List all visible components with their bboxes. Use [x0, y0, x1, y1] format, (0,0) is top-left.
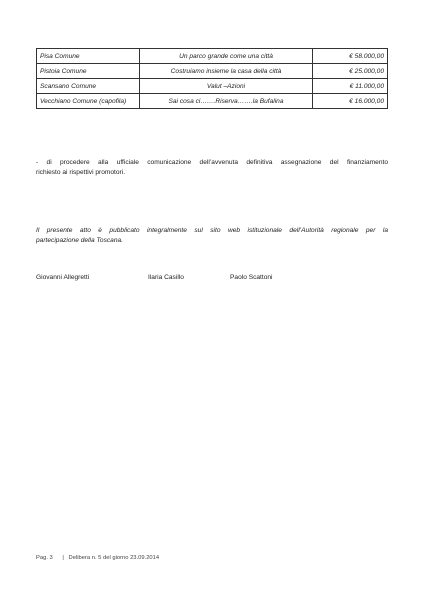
row-amount: € 11.000,00 — [313, 79, 388, 94]
resolution-paragraph — [36, 158, 388, 178]
paragraph-line: richiesto ai rispettivi promotori. — [36, 169, 126, 176]
row-name: Vecchiano Comune (capofila) — [37, 94, 140, 109]
paragraph-line: partecipazione della Toscana. — [36, 237, 123, 244]
table-row — [37, 79, 388, 94]
row-project: Costruiamo insieme la casa della città — [140, 64, 313, 79]
row-amount: € 25.000,00 — [313, 64, 388, 79]
row-name: Scansano Comune — [37, 79, 140, 94]
signature-name: Paolo Scattoni — [230, 274, 273, 281]
paragraph-line: - di procedere alla ufficiale comunicazione dell’avvenuta definitiva assegnazione del finanziamento — [36, 159, 388, 166]
signature-name: Giovanni Allegretti — [36, 274, 90, 281]
row-name: Pistoia Comune — [37, 64, 140, 79]
table-row — [37, 94, 388, 109]
row-name: Pisa Comune — [37, 49, 140, 64]
publication-paragraph — [36, 226, 388, 246]
row-amount: € 16.000,00 — [313, 94, 388, 109]
row-project: Un parco grande come una città — [140, 49, 313, 64]
table-row — [37, 49, 388, 64]
page-number: Pag. 3 — [36, 555, 53, 561]
paragraph-line: Il presente atto è pubblicato integralmente sul sito web istituzionale dell’Autorità regionale per la — [36, 227, 388, 234]
row-project: Sai cosa ci…….Riserva…….la Bufalina — [140, 94, 313, 109]
row-amount: € 58.000,00 — [313, 49, 388, 64]
footer-separator: | — [62, 555, 64, 561]
footer-text: Delibera n. 5 del giorno 23.09.2014 — [68, 555, 160, 561]
row-project: Valut –Azioni — [140, 79, 313, 94]
signatures — [36, 274, 388, 286]
signature-name: Ilaria Casillo — [148, 274, 184, 281]
table-row — [37, 64, 388, 79]
page-footer — [36, 555, 159, 561]
funding-table — [36, 48, 388, 109]
